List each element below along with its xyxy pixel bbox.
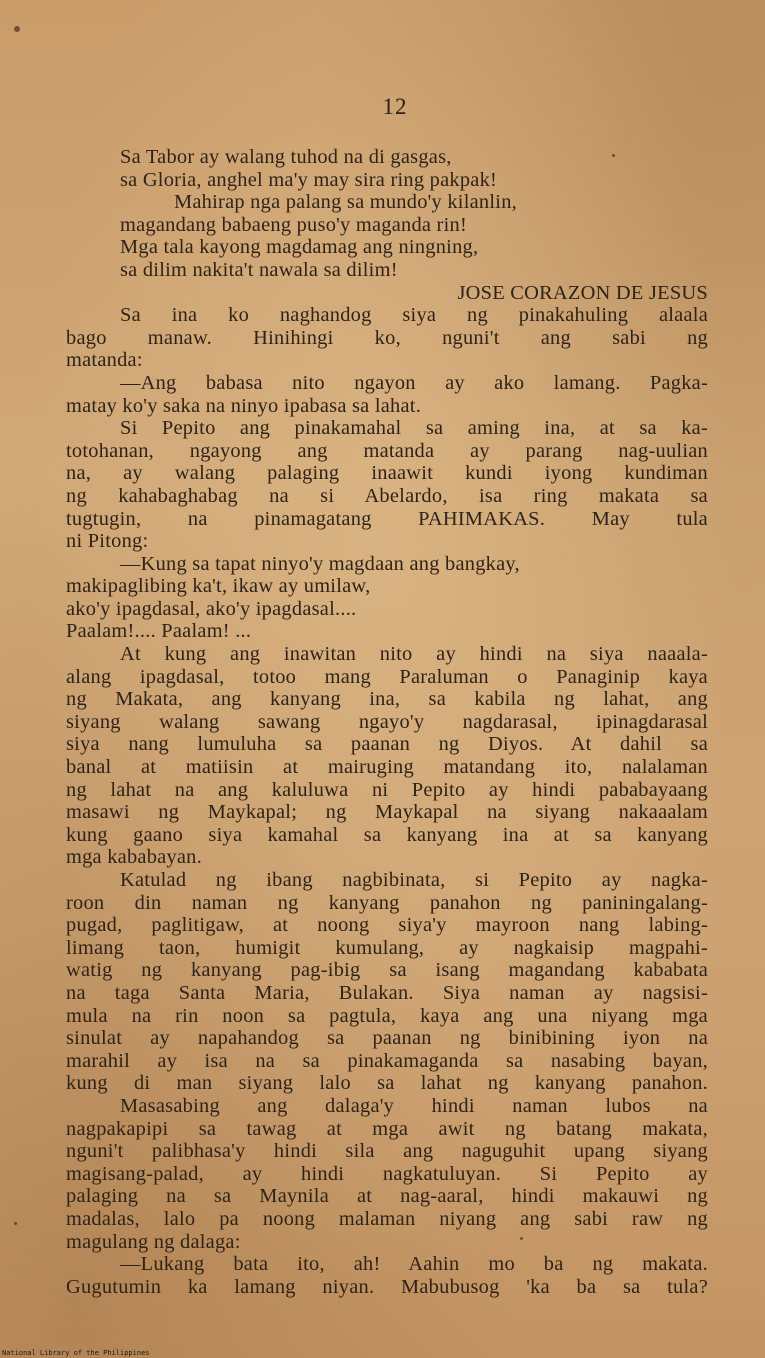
text-line: Gugutumin ka lamang niyan. Mabubusog 'ka ba sa tula? — [66, 1275, 708, 1298]
ink-speck — [520, 1237, 523, 1240]
text-line: ng Makata, ang kanyang ina, sa kabila ng lahat, ang — [66, 688, 708, 711]
text-line: magulang ng dalaga: — [66, 1230, 241, 1253]
text-line: Sa ina ko naghandog siya ng pinakahuling alaala — [120, 304, 708, 327]
text-line: madalas, lalo pa noong malaman niyang ang sabi raw ng — [66, 1207, 708, 1230]
text-line: ako'y ipagdasal, ako'y ipagdasal.... — [66, 597, 357, 620]
text-line: limang taon, humigit kumulang, ay nagkaisip magpahi- — [66, 936, 708, 959]
text-line: mga kababayan. — [66, 846, 202, 869]
text-line: —Ang babasa nito ngayon ay ako lamang. Pagka- — [120, 371, 708, 394]
text-line: totohanan, ngayong ang matanda ay parang nag-uulian — [66, 439, 708, 462]
text-line: ni Pitong: — [66, 530, 149, 553]
text-line: alang ipagdasal, totoo mang Paraluman o Panaginip kaya — [66, 665, 708, 688]
text-line: makipaglibing ka't, ikaw ay umilaw, — [66, 575, 371, 598]
text-line: siyang walang sawang ngayo'y nagdarasal, ipinagdarasal — [66, 710, 708, 733]
text-line: bago manaw. Hinihingi ko, nguni't ang sabi ng — [66, 326, 708, 349]
text-line: pugad, paglitigaw, at noong siya'y mayroon nang labing- — [66, 914, 708, 937]
text-line: Paalam!.... Paalam! ... — [66, 620, 252, 643]
text-line: matay ko'y saka na ninyo ipabasa sa lahat. — [66, 394, 422, 417]
text-line: palaging na sa Maynila at nag-aaral, hindi makauwi ng — [66, 1185, 708, 1208]
text-line: roon din naman ng kanyang panahon ng paniningalang- — [66, 891, 708, 914]
text-line: magisang-palad, ay hindi nagkatuluyan. Si Pepito ay — [66, 1162, 708, 1185]
text-line: marahil ay isa na sa pinakamaganda sa nasabing bayan, — [66, 1049, 708, 1072]
text-line: nguni't palibhasa'y hindi sila ang naguguhit upang siyang — [66, 1140, 708, 1163]
text-line: sa dilim nakita't nawala sa dilim! — [120, 258, 398, 281]
text-line: siya nang lumuluha sa paanan ng Diyos. At dahil sa — [66, 733, 708, 756]
text-line: At kung ang inawitan nito ay hindi na siya naaala- — [120, 643, 708, 666]
text-line: mula na rin noon sa pagtula, kaya ang una niyang mga — [66, 1004, 708, 1027]
text-line: kung di man siyang lalo sa lahat ng kanyang panahon. — [66, 1072, 708, 1095]
text-line: ng lahat na ang kaluluwa ni Pepito ay hindi pababayaang — [66, 778, 708, 801]
text-line: sa Gloria, anghel ma'y may sira ring pakpak! — [120, 168, 498, 191]
text-line: matanda: — [66, 349, 143, 372]
page-text — [66, 146, 708, 1298]
ink-speck — [14, 26, 20, 32]
text-line: —Kung sa tapat ninyo'y magdaan ang bangkay, — [120, 552, 520, 575]
text-line: Si Pepito ang pinakamahal sa aming ina, at sa ka- — [120, 417, 708, 440]
text-line: Katulad ng ibang nagbibinata, si Pepito ay nagka- — [120, 869, 708, 891]
text-line: —Lukang bata ito, ah! Aahin mo ba ng makata. — [120, 1253, 708, 1276]
text-line: kung gaano siya kamahal sa kanyang ina at sa kanyang — [66, 823, 708, 846]
ink-speck — [612, 154, 615, 157]
text-line: JOSE CORAZON DE JESUS — [457, 281, 708, 304]
text-line: magandang babaeng puso'y maganda rin! — [120, 213, 467, 236]
text-line: banal at matiisin at mairuging matandang ito, nalalaman — [66, 756, 708, 779]
text-line: watig ng kanyang pag-ibig sa isang magandang kababata — [66, 959, 708, 982]
library-credit: National Library of the Philippines — [2, 1349, 150, 1357]
text-line: ng kahabaghabag na si Abelardo, isa ring makata sa — [66, 484, 708, 507]
text-line: nagpakapipi sa tawag at mga awit ng batang makata, — [66, 1117, 708, 1140]
text-line: Sa Tabor ay walang tuhod na di gasgas, — [120, 146, 452, 168]
ink-speck — [14, 1222, 17, 1225]
page-number: 12 — [382, 94, 408, 119]
text-line: na, ay walang palaging inaawit kundi iyong kundiman — [66, 462, 708, 485]
text-line: Mga tala kayong magdamag ang ningning, — [120, 236, 479, 259]
text-line: sinulat ay napahandog sa paanan ng binibining iyon na — [66, 1027, 708, 1050]
text-line: tugtugin, na pinamagatang PAHIMAKAS. May tula — [66, 507, 708, 530]
text-line: Mahirap nga palang sa mundo'y kilanlin, — [174, 191, 517, 214]
text-line: masawi ng Maykapal; ng Maykapal na siyang nakaaalam — [66, 801, 708, 824]
text-line: Masasabing ang dalaga'y hindi naman lubos na — [120, 1094, 708, 1117]
text-line: na taga Santa Maria, Bulakan. Siya naman ay nagsisi- — [66, 981, 708, 1004]
